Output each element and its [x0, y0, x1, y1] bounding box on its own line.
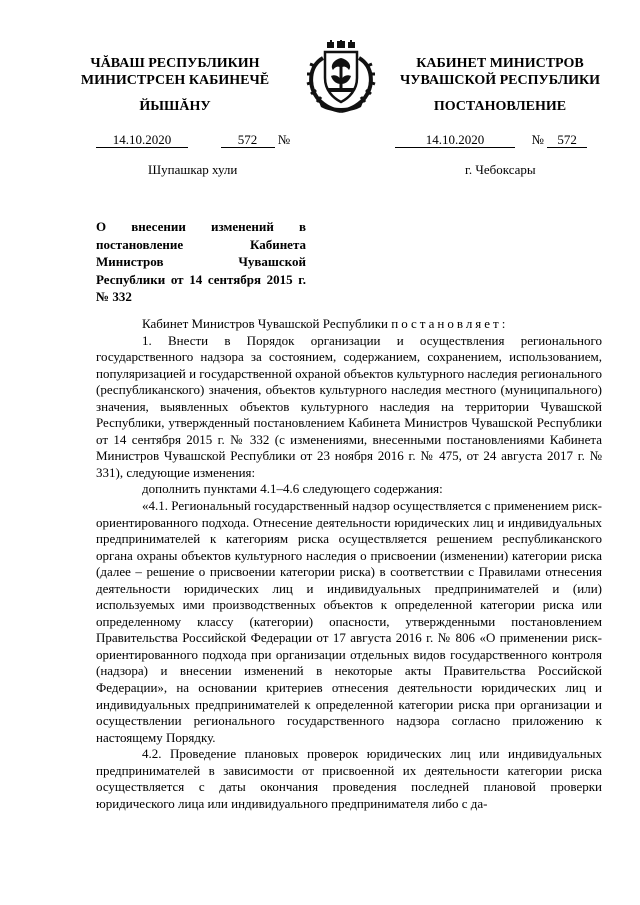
intro-prefix: Кабинет Министров Чувашской Республики — [142, 316, 388, 331]
registration-left — [96, 132, 290, 148]
place-right: г. Чебоксары — [465, 162, 536, 177]
header-left-line1: ЧĂВАШ РЕСПУБЛИКИН — [90, 56, 260, 71]
paragraph-3: «4.1. Региональный государственный надзор осуществляется с применением риск-ориентированного подхода. Отнесение деятельности юридических лиц и индивидуальных предпринимателей к категориям риска осуществляется решением республиканского органа охраны объектов культурного наследия о присвоении (изменении) категории риска (далее – решение о присвоении категории риска) в соответствии с Правилами отнесения деятельности юридических лиц и индивидуальных предпринимателей и (или) используемых ими производственных объектов к определенной категории риска или определенному классу (категории) опасности, утвержденными постановлением Правительства Российской Федерации от 17 августа 2016 г. № 806 «О применении риск-ориентированного подхода при организации отдельных видов государственного контроля (надзора) и внесении изменений в некоторые акты Правительства Российской Федерации», на основании критериев отнесения деятельности юридических лиц и индивидуальных предпринимателей к определенной категории риска при организации и осуществлении регионального государственного надзора согласно приложению к настоящему Порядку. — [96, 498, 602, 745]
document-subject: О внесении изменений в постановление Кабинета Министров Чувашской Республики от 14 сентября 2015 г. № 332 — [96, 219, 306, 304]
header-right — [385, 55, 615, 89]
header-right-line2: ЧУВАШСКОЙ РЕСПУБЛИКИ — [399, 73, 601, 88]
number-sign-left: № — [277, 132, 291, 147]
paragraph-2: дополнить пунктами 4.1–4.6 следующего содержания: — [142, 481, 443, 497]
doctype-left: ЙЫШĂНУ — [139, 99, 211, 114]
header-left — [70, 55, 280, 89]
registration-date-right: 14.10.2020 — [395, 132, 515, 148]
registration-number-left: 572 — [221, 132, 275, 148]
intro-paragraph — [96, 316, 602, 333]
registration-date-left: 14.10.2020 — [96, 132, 188, 148]
registration-right — [395, 132, 587, 148]
paragraph-1: 1. Внести в Порядок организации и осуществления регионального государственного надзора за состоянием, содержанием, сохранением, использованием, популяризацией и государственной охраной объектов культурного наследия регионального (республиканского) значения, объектов культурного наследия местного (муниципального) значения, выявленных объектов культурного наследия на территории Чувашской Республики, утвержденный постановлением Кабинета Министров Чувашской Республики от 14 сентября 2015 г. № 332 (с изменениями, внесенными постановлениями Кабинета Министров Чувашской Республики от 23 ноября 2016 г. № 475, от 24 августа 2017 г. № 331), следующие изменения: — [96, 332, 602, 480]
header-left-line2: МИНИСТРСЕН КАБИНЕЧĔ — [80, 73, 270, 88]
intro-verb: постановляет: — [391, 316, 509, 331]
header-right-line1: КАБИНЕТ МИНИСТРОВ — [416, 56, 584, 71]
paragraph-4: 4.2. Проведение плановых проверок юридических лиц или индивидуальных предпринимателей в зависимости от присвоенной их деятельности категории риска осуществляется с даты окончания проведения последней плановой проверки юридического лица или индивидуального предпринимателя либо с да- — [96, 746, 602, 811]
registration-number-right: 572 — [547, 132, 587, 148]
chuvash-coat-of-arms-icon — [303, 40, 379, 114]
place-left: Шупашкар хули — [148, 162, 238, 177]
number-sign-right: № — [531, 132, 544, 147]
document-body — [96, 316, 602, 812]
doctype-right: ПОСТАНОВЛЕНИЕ — [433, 99, 567, 114]
